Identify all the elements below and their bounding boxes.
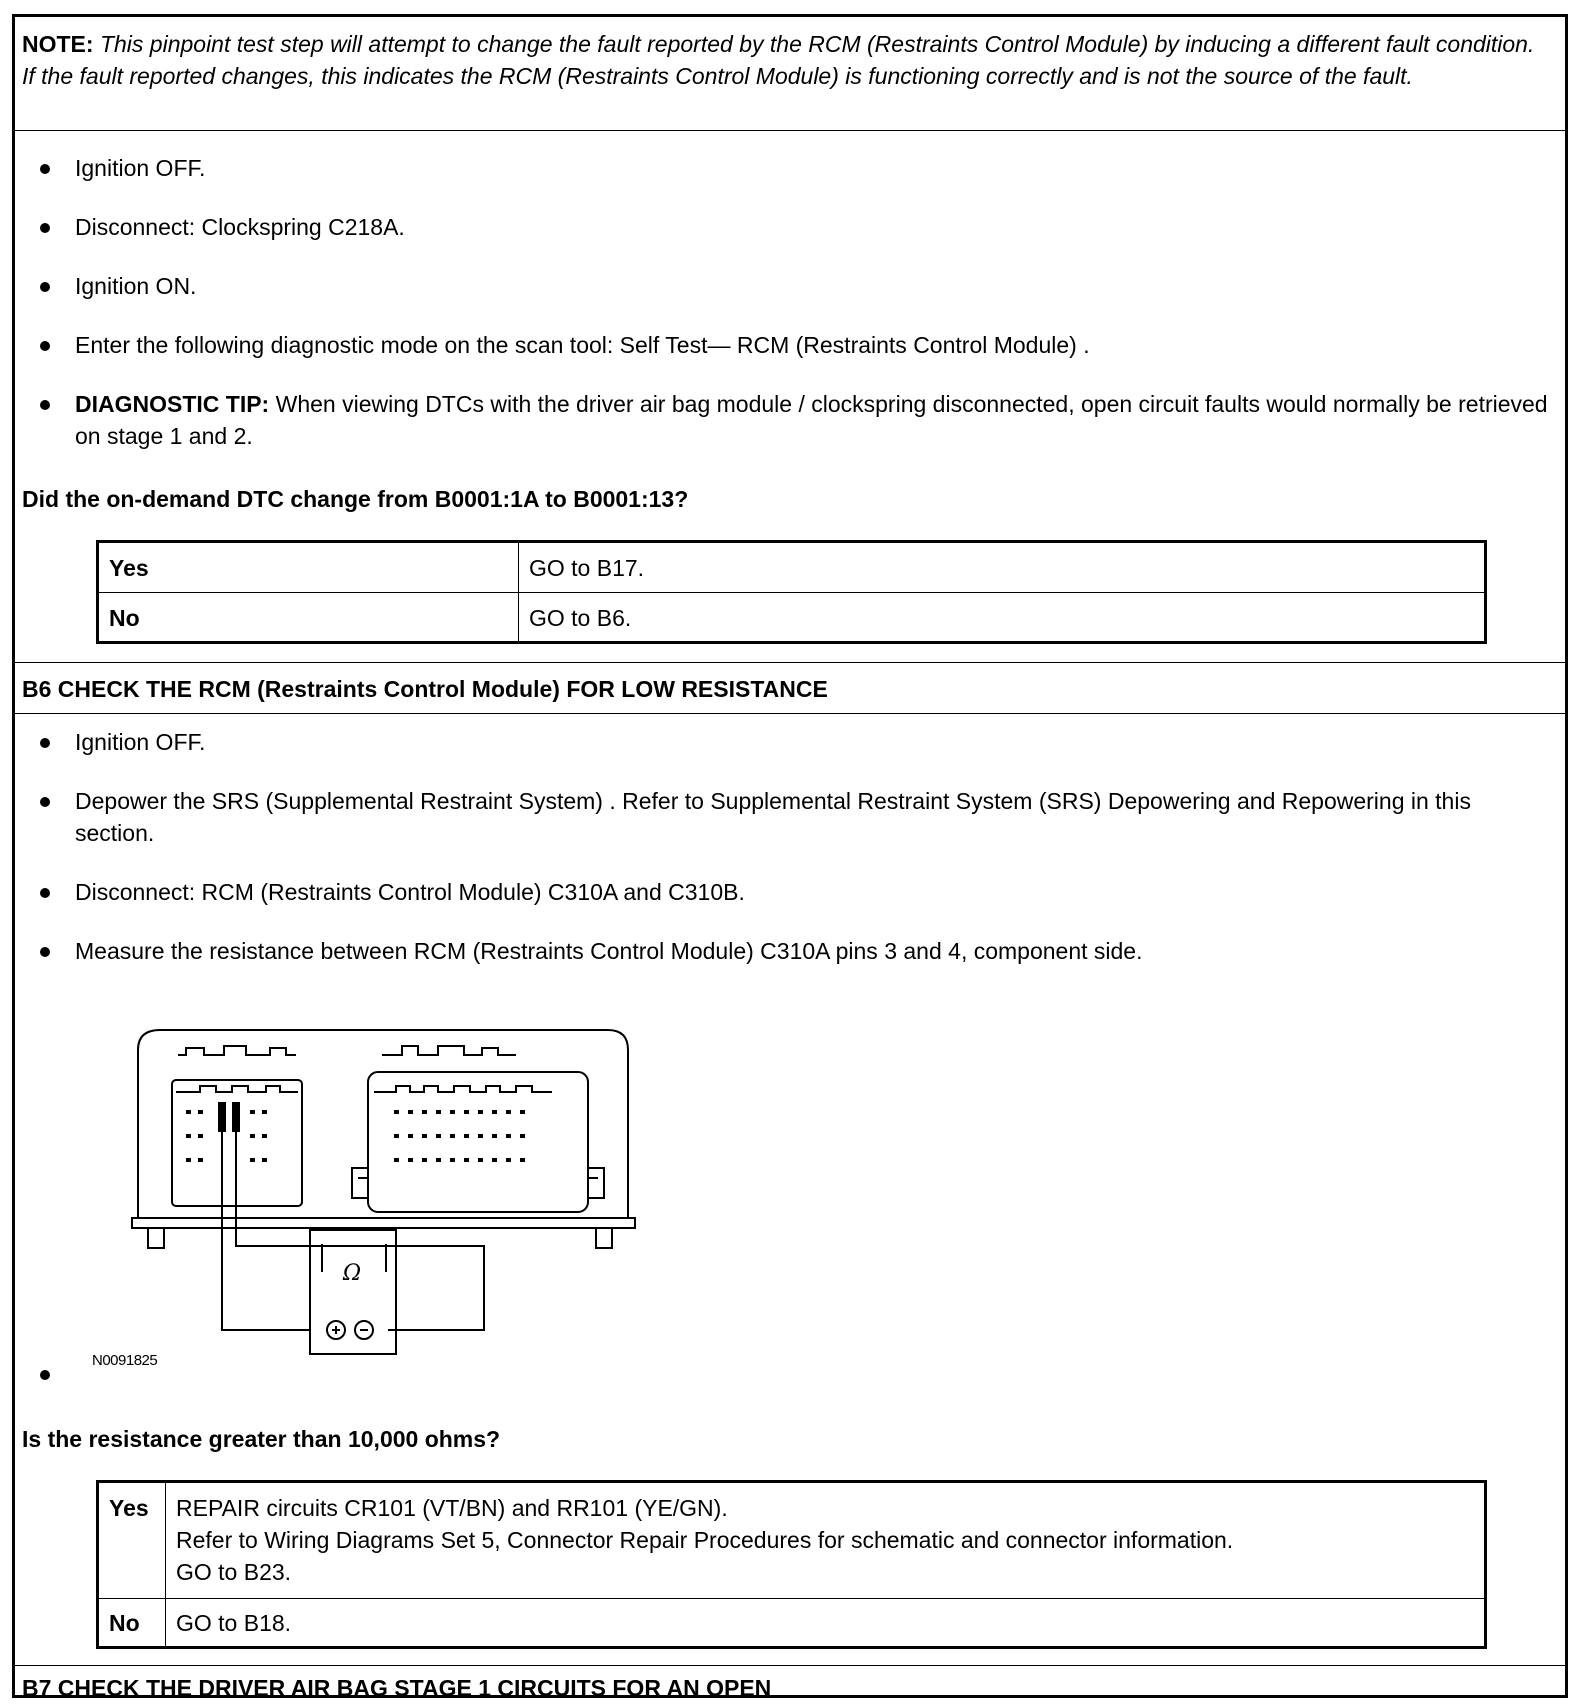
answer-line: REPAIR circuits CR101 (VT/BN) and RR101 (YE/GN). — [176, 1495, 728, 1521]
bullet-icon — [40, 738, 50, 748]
bullet-icon — [40, 400, 50, 410]
note-block — [22, 28, 1552, 92]
table-row — [98, 542, 1486, 593]
bullet-icon — [40, 164, 50, 174]
table-row — [98, 1482, 1486, 1599]
tip-label: DIAGNOSTIC TIP: — [75, 391, 270, 417]
divider — [12, 1665, 1568, 1666]
answer-action: GO to B17. — [519, 542, 1486, 593]
list-item: Disconnect: Clockspring C218A. — [75, 214, 405, 240]
answer-action — [166, 1482, 1486, 1599]
list-item: Measure the resistance between RCM (Restraints Control Module) C310A pins 3 and 4, component side. — [75, 938, 1143, 964]
connector-measurement-diagram — [120, 1010, 640, 1370]
note-text: This pinpoint test step will attempt to change the fault reported by the RCM (Restraints Control Module) by inducing a different fault condition. If the fault reported changes, this indicates the RCM (Restraints Control Module) is functioning correctly and is not the source of the fault. — [22, 31, 1535, 89]
bullet-icon — [40, 888, 50, 898]
divider — [12, 130, 1568, 131]
answer-label: Yes — [98, 1482, 166, 1599]
answer-table-b5 — [96, 540, 1487, 644]
bullet-icon — [40, 947, 50, 957]
list-item: Ignition OFF. — [75, 729, 206, 755]
answer-action: GO to B6. — [519, 593, 1486, 643]
answer-action: GO to B18. — [166, 1599, 1486, 1648]
list-item: Ignition ON. — [75, 273, 197, 299]
divider — [12, 713, 1568, 714]
bullet-icon — [40, 797, 50, 807]
answer-label: Yes — [98, 542, 519, 593]
list-item: Ignition OFF. — [75, 155, 206, 181]
figure-id: N0091825 — [92, 1352, 158, 1369]
note-label: NOTE: — [22, 31, 94, 57]
bullet-icon — [40, 1370, 50, 1380]
table-row — [98, 593, 1486, 643]
tip-text: When viewing DTCs with the driver air bag module / clockspring disconnected, open circuit faults would normally be retrieved on stage 1 and 2. — [75, 391, 1548, 449]
answer-line: GO to B23. — [176, 1559, 292, 1585]
bullet-icon — [40, 223, 50, 233]
step-heading-b7: B7 CHECK THE DRIVER AIR BAG STAGE 1 CIRCUITS FOR AN OPEN — [22, 1675, 772, 1701]
list-item: Disconnect: RCM (Restraints Control Module) C310A and C310B. — [75, 879, 745, 905]
list-item: Depower the SRS (Supplemental Restraint System) . Refer to Supplemental Restraint System (SRS) Depowering and Repowering in this section. — [75, 788, 1471, 846]
answer-table-b6 — [96, 1480, 1487, 1649]
bullet-icon — [40, 341, 50, 351]
answer-line: Refer to Wiring Diagrams Set 5, Connector Repair Procedures for schematic and connector information. — [176, 1527, 1234, 1553]
table-row — [98, 1599, 1486, 1648]
step-heading-b6: B6 CHECK THE RCM (Restraints Control Module) FOR LOW RESISTANCE — [22, 676, 828, 702]
divider — [12, 662, 1568, 663]
question-b5: Did the on-demand DTC change from B0001:1A to B0001:13? — [22, 486, 689, 512]
list-item: Enter the following diagnostic mode on the scan tool: Self Test— RCM (Restraints Control Module) . — [75, 332, 1090, 358]
answer-label: No — [98, 1599, 166, 1648]
diagnostic-tip — [75, 388, 1555, 452]
bullet-icon — [40, 282, 50, 292]
ohm-symbol: Ω — [342, 1261, 362, 1286]
answer-label: No — [98, 593, 519, 643]
question-b6: Is the resistance greater than 10,000 ohms? — [22, 1426, 501, 1452]
